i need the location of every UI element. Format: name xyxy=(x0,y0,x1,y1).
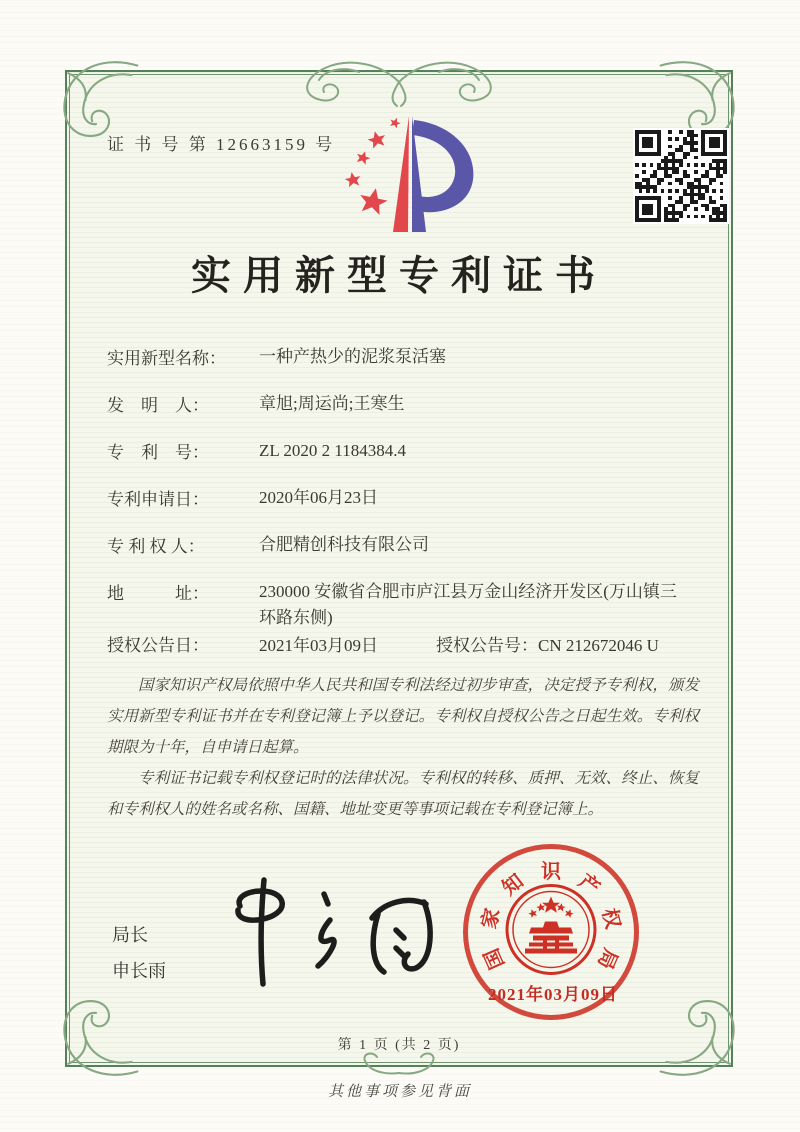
signer-block xyxy=(112,917,166,989)
signer-title: 局长 xyxy=(112,925,148,945)
grant-date-value: 2021年03月09日 xyxy=(259,636,378,655)
field-value: ZL 2020 2 1184384.4 xyxy=(259,441,407,460)
field-label: 授权公告日： xyxy=(107,636,209,655)
legal-paragraph-1: 国家知识产权局依照中华人民共和国专利法经过初步审查，决定授予专利权，颁发实用新型专利证书并在专利登记簿上予以登记。专利权自授权公告之日起生效。专利权期限为十年，自申请日起算。 xyxy=(107,677,699,756)
certificate-number: 证 书 号 第 12663159 号 xyxy=(107,135,336,154)
seal-char: 家 xyxy=(478,906,505,931)
seal-date: 2021年03月09日 xyxy=(488,985,618,1004)
field-row-grant xyxy=(107,631,703,656)
field-row-patent-number xyxy=(107,438,703,485)
national-emblem-icon xyxy=(499,878,603,987)
signer-name: 申长雨 xyxy=(112,961,166,981)
qr-code xyxy=(633,128,729,224)
back-side-note: 其他事项参见背面 xyxy=(327,1084,472,1100)
field-row-address xyxy=(107,579,703,631)
field-row-inventors xyxy=(107,391,703,438)
seal-char: 权 xyxy=(597,906,624,931)
field-label: 发 明 人： xyxy=(107,396,209,415)
certificate-border-frame xyxy=(65,70,733,1067)
cnipa-logo xyxy=(327,110,492,240)
grant-number-value: CN 212672046 U xyxy=(538,636,659,655)
field-value: 230000 安徽省合肥市庐江县万金山经济开发区(万山镇三环路东侧) xyxy=(259,582,677,627)
legal-paragraph-2: 专利证书记载专利权登记时的法律状况。专利权的转移、质押、无效、终止、恢复和专利权人的姓名或名称、国籍、地址变更等事项记载在专利登记簿上。 xyxy=(107,770,699,818)
seal-char: 识 xyxy=(541,861,561,883)
seal-char: 产 xyxy=(574,870,604,900)
grant-number-label: 授权公告号： xyxy=(436,636,538,655)
field-label: 专利申请日： xyxy=(107,490,209,509)
field-label: 实用新型名称： xyxy=(107,349,226,368)
field-row-utility-name xyxy=(107,344,703,391)
field-label: 地 址： xyxy=(107,584,209,603)
seal-char: 国 xyxy=(480,944,509,973)
field-row-filing-date xyxy=(107,485,703,532)
top-scroll-ornament-icon xyxy=(239,46,559,112)
certificate-title: 实用新型专利证书 xyxy=(191,253,607,298)
legal-text xyxy=(107,670,699,825)
certificate-fields xyxy=(107,344,703,656)
seal-char: 局 xyxy=(593,944,622,973)
field-label: 专 利 权 人： xyxy=(107,537,205,556)
field-value: 章旭;周运尚;王寒生 xyxy=(259,394,405,413)
field-label: 专 利 号： xyxy=(107,443,209,462)
field-value: 一种产热少的泥浆泵活塞 xyxy=(259,347,446,366)
field-row-patentee xyxy=(107,532,703,579)
field-value: 合肥精创科技有限公司 xyxy=(259,535,429,554)
field-value: 2020年06月23日 xyxy=(259,488,378,507)
commissioner-signature xyxy=(212,872,462,997)
page-number: 第 1 页 (共 2 页) xyxy=(337,1038,461,1053)
seal-char: 知 xyxy=(498,870,528,900)
